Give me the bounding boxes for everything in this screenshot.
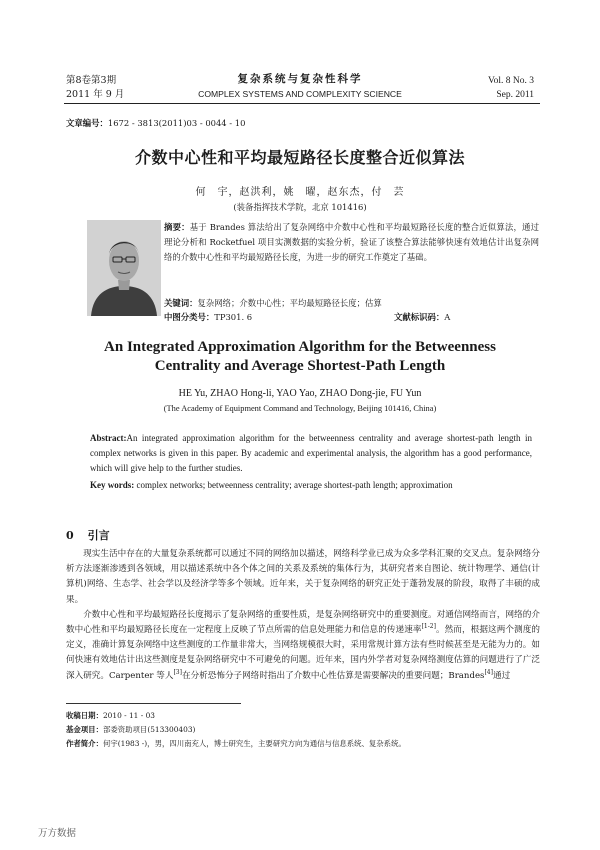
journal-title-en: COMPLEX SYSTEMS AND COMPLEXITY SCIENCE (198, 89, 402, 99)
citation-ref-1-2: [1-2] (421, 623, 436, 631)
footnote-divider (66, 703, 241, 704)
affiliation-en: (The Academy of Equipment Command and Technology, Beijing 101416, China) (163, 404, 437, 413)
body-p2-part-d: 通过 (492, 670, 511, 681)
footnote-author-label: 作者简介： (66, 739, 103, 748)
header-divider (64, 103, 540, 104)
abstract-en (90, 431, 532, 476)
citation-ref-4: [4] (484, 668, 493, 676)
author-photo (87, 220, 161, 316)
body-text (66, 547, 540, 684)
paper-title-cn: 介数中心性和平均最短路径长度整合近似算法 (134, 148, 465, 167)
body-paragraph-1: 现实生活中存在的大量复杂系统都可以通过不同的网络加以描述，网络科学业已成为众多学科汇聚的交叉点。复杂网络分析方法逐渐渗透到各领域，用以描述系统中各个体之间的关系及系统的集体行为，其研究者来自图论、统计物理学、通信(计算机)网络、生态学、社会学以及经济学等多个领域。近年来，关于复杂网络的研究正处于蓬勃发展的阶段，取得了丰硕的成果。 (66, 549, 540, 605)
footnote-received-label: 收稿日期： (66, 711, 103, 720)
header-date-en: Sep. 2011 (496, 90, 534, 100)
keywords-cn-label: 关键词： (164, 298, 198, 308)
article-number (66, 117, 245, 129)
document-code-label: 文献标识码： (394, 312, 445, 322)
body-p2-part-a: 介数中心性和平均最短路径长度揭示了复杂网络的重要性质，是复杂网络研究中的重要测度。对通信网络而言，网络的介数中心性和平均最短路径长度在一定程度上反映了节点所需的信息处理能力和信息的传递速率 (66, 609, 540, 636)
keywords-en-label: Key words: (90, 480, 135, 490)
abstract-cn-label: 摘要： (164, 222, 190, 232)
authors-en: HE Yu, ZHAO Hong-li, YAO Yao, ZHAO Dong-jie, FU Yun (178, 388, 422, 399)
keywords-cn-text: 复杂网络；介数中心性；平均最短路径长度；估算 (197, 298, 382, 308)
authors-cn: 何 宇，赵洪利，姚 曜，赵东杰，付 芸 (195, 187, 405, 198)
citation-ref-3: [3] (173, 668, 182, 676)
body-p2-part-b: 。然而，根据这两个测度的定义，准确计算复杂网络中这些测度的工作量非常大，当网络规模很大时，采用常规计算方法有些时候甚至是无能为力的。如何快速有效地估计出这些测度是复杂网络研究中不可避免的问题。近年来，国内外学者对复杂网络测度估算的问题进行了广泛深入研究。Carpenter 等人 (66, 625, 540, 681)
section-title: 引言 (87, 529, 110, 542)
keywords-en (90, 478, 532, 493)
footnote-author (66, 737, 540, 751)
section-heading (66, 527, 110, 543)
footnote-fund-label: 基金项目： (66, 725, 103, 734)
abstract-en-label: Abstract: (90, 433, 127, 443)
body-paragraph-2 (66, 608, 540, 684)
clc-value: TP301. 6 (214, 312, 253, 322)
watermark: 万方数据 (38, 828, 77, 839)
header-volume-cn: 第8卷第3期 (66, 75, 117, 86)
document-code (394, 311, 450, 323)
abstract-cn-text: 基于 Brandes 算法给出了复杂网络中介数中心性和平均最短路径长度的整合近似算法，通过理论分析和 Rocketfuel 项目实测数据的实验分析，验证了该整合算法能够快速有效地估计出复杂网络的介数中心性和平均最短路径长度，为进一步的研究工作奠定了基础。 (164, 222, 539, 262)
footnote-author-value: 何宇(1983 -)，男，四川南充人，博士研究生，主要研究方向为通信与信息系统、复杂系统。 (102, 739, 406, 748)
abstract-cn (164, 220, 539, 265)
document-code-value: A (444, 312, 451, 322)
footnotes (66, 709, 540, 751)
footnote-fund (66, 723, 540, 737)
abstract-en-text: An integrated approximation algorithm for the betweenness centrality and average shortest-path length in complex networks is given in this paper. By academic and experimental analysis, the algorithm has a good performance, which will give help to the further studies. (90, 433, 532, 473)
header-date-cn: 2011 年 9 月 (66, 89, 125, 100)
author-portrait-image (87, 220, 161, 316)
affiliation-cn: (装备指挥技术学院，北京 101416) (233, 202, 367, 212)
article-number-value: 1672 - 3813(2011)03 - 0044 - 10 (107, 118, 246, 128)
footnote-fund-value: 部委资助项目(513300403) (102, 725, 196, 734)
article-number-label: 文章编号： (66, 118, 108, 128)
keywords-cn (164, 297, 539, 309)
header-issue-cn (66, 74, 124, 102)
header-journal (150, 72, 450, 101)
journal-title-cn: 复杂系统与复杂性科学 (237, 73, 363, 85)
clc-label: 中图分类号： (164, 312, 215, 322)
paper-title-en (60, 338, 540, 376)
keywords-en-text: complex networks; betweenness centrality; average shortest-path length; approximation (136, 480, 453, 490)
body-p2-part-c: 在分析恐怖分子网络时指出了介数中心性估算是需要解决的重要问题；Brandes (181, 670, 485, 681)
header-issue-en (488, 74, 534, 102)
paper-title-en-line2: Centrality and Average Shortest-Path Length (154, 358, 446, 374)
paper-title-en-line1: An Integrated Approximation Algorithm for the Betweenness (104, 339, 496, 355)
header-volume-en: Vol. 8 No. 3 (487, 76, 534, 86)
footnote-received-value: 2010 - 11 - 03 (102, 711, 155, 720)
clc-number (164, 311, 252, 323)
footnote-received (66, 709, 540, 723)
section-number: 0 (66, 529, 74, 542)
